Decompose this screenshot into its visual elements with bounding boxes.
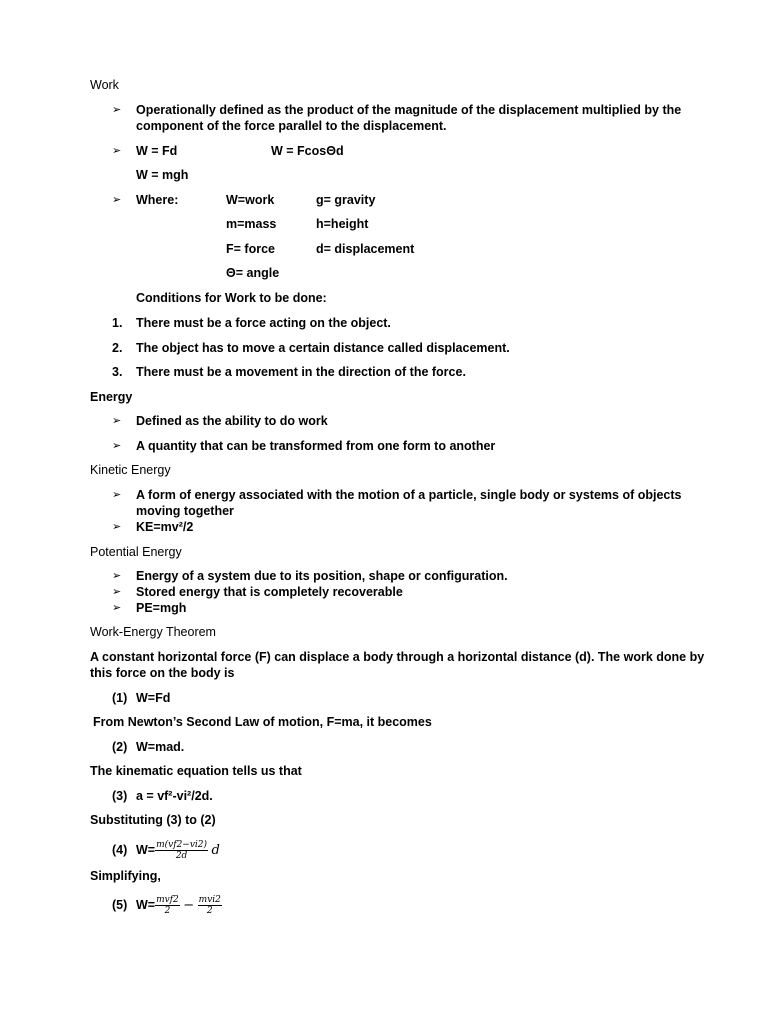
var-height: h=height [316,217,369,231]
equation-number: (2) [112,740,128,754]
var-gravity: g= gravity [316,193,376,207]
substituting-line: Substituting (3) to (2) [90,813,216,827]
var-displacement: d= displacement [316,242,415,256]
condition-text: The object has to move a certain distance called displacement. [136,341,510,355]
work-formula-fd: W = Fd [136,144,178,158]
equation-5-denominator-2: 2 [206,906,213,917]
equation-4-fraction [155,840,208,861]
arrow-bullet-icon: ➢ [112,602,122,614]
kinetic-bullet1-line2: moving together [136,504,234,518]
kinetic-heading: Kinetic Energy [90,463,171,477]
kinetic-bullet1-line1: A form of energy associated with the motion of a particle, single body or systems of objects [136,488,682,502]
equation-5-numerator-1: mvf2 [156,895,179,906]
condition-text: There must be a movement in the direction of the force. [136,365,466,379]
var-force: F= force [226,242,275,256]
equation-5 [136,891,222,920]
arrow-bullet-icon: ➢ [112,104,122,116]
arrow-bullet-icon: ➢ [112,194,122,206]
equation-2: W=mad. [136,740,185,754]
energy-bullet2: A quantity that can be transformed from one form to another [136,439,496,453]
arrow-bullet-icon: ➢ [112,586,122,598]
equation-4 [136,836,220,865]
energy-heading: Energy [90,390,133,404]
work-definition-line2: component of the force parallel to the displacement. [136,119,447,133]
equation-number: (4) [112,843,128,857]
equation-4-suffix: d [211,843,220,858]
arrow-bullet-icon: ➢ [112,570,122,582]
equation-5-fraction-1 [155,895,180,916]
equation-5-fraction-2 [198,895,222,916]
newton-line: From Newton’s Second Law of motion, F=ma, it becomes [93,715,432,729]
theorem-heading: Work-Energy Theorem [90,625,216,639]
kinetic-formula: KE=mv²/2 [136,520,194,534]
equation-1: W=Fd [136,691,171,705]
equation-5-prefix: W= [136,898,156,912]
potential-bullet2: Stored energy that is completely recoverable [136,585,403,599]
arrow-bullet-icon: ➢ [112,415,122,427]
theorem-intro-line1: A constant horizontal force (F) can displace a body through a horizontal distance (d). The work done by [90,650,705,664]
condition-number: 1. [112,316,123,330]
theorem-intro-line2: this force on the body is [90,666,235,680]
equation-5-minus: − [183,898,195,913]
where-label: Where: [136,193,179,207]
equation-5-numerator-2: mvi2 [198,895,221,906]
arrow-bullet-icon: ➢ [112,489,122,501]
work-heading: Work [90,78,119,92]
equation-5-denominator-1: 2 [164,906,171,917]
equation-4-denominator: 2d [175,851,188,862]
kinematic-line: The kinematic equation tells us that [90,764,302,778]
arrow-bullet-icon: ➢ [112,145,122,157]
condition-number: 3. [112,365,123,379]
equation-3: a = vf²-vi²/2d. [136,789,213,803]
equation-4-numerator: m(vf2−vi2) [156,840,208,851]
energy-bullet1: Defined as the ability to do work [136,414,328,428]
work-formula-fcos: W = FcosΘd [271,144,344,158]
equation-number: (5) [112,898,128,912]
var-mass: m=mass [226,217,277,231]
conditions-heading: Conditions for Work to be done: [136,291,327,305]
equation-4-prefix: W= [136,843,156,857]
arrow-bullet-icon: ➢ [112,440,122,452]
condition-text: There must be a force acting on the object. [136,316,391,330]
simplifying-line: Simplifying, [90,869,161,883]
arrow-bullet-icon: ➢ [112,521,122,533]
work-definition-line1: Operationally defined as the product of the magnitude of the displacement multiplied by the [136,103,682,117]
var-angle: Θ= angle [226,266,280,280]
equation-number: (1) [112,691,128,705]
potential-bullet1: Energy of a system due to its position, shape or configuration. [136,569,508,583]
var-work: W=work [226,193,275,207]
potential-formula: PE=mgh [136,601,187,615]
condition-number: 2. [112,341,123,355]
potential-heading: Potential Energy [90,545,182,559]
work-formula-mgh: W = mgh [136,168,189,182]
equation-number: (3) [112,789,128,803]
